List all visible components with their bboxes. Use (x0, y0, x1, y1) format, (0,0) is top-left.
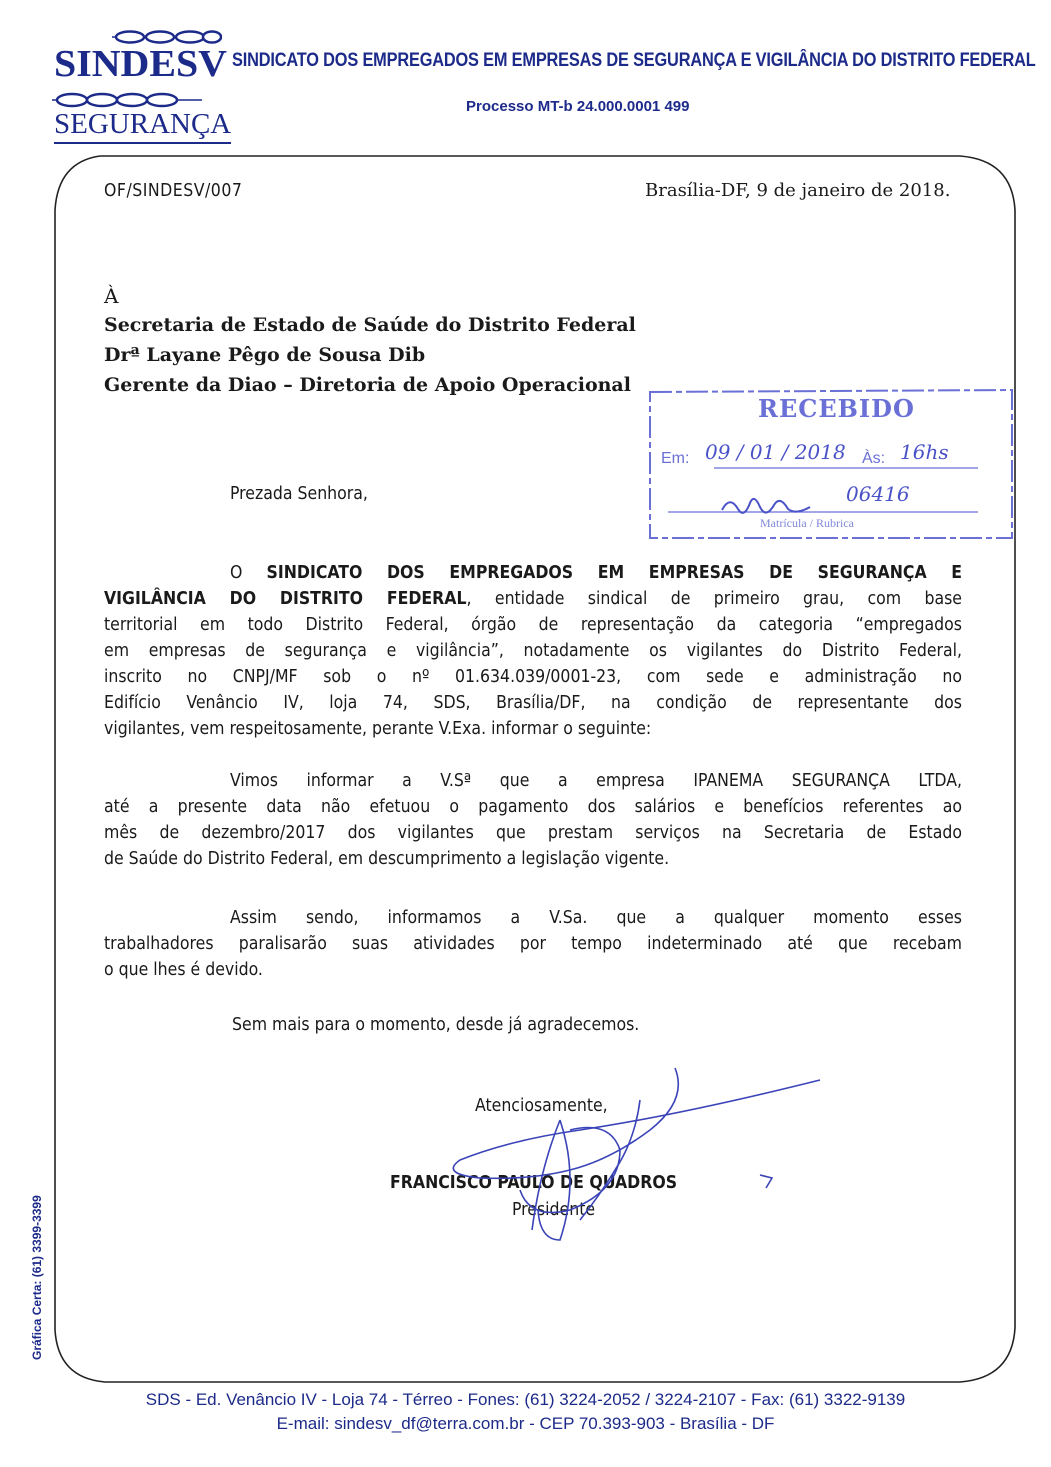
paragraph-line: até a presente data não efetuou o pagamento dos salários e benefícios referentes ao (104, 797, 962, 817)
handwritten-signature (420, 1060, 840, 1250)
document-date: Brasília-DF, 9 de janeiro de 2018. (645, 180, 951, 201)
greeting: Prezada Senhora, (230, 484, 368, 504)
logo-rings-icon (52, 92, 202, 108)
body-paragraph (104, 768, 962, 872)
stamp-title: RECEBIDO (758, 394, 915, 423)
signer-role: Presidente (512, 1200, 596, 1220)
header-process-number: Processo MT-b 24.000.0001 499 (466, 98, 690, 115)
paragraph-text: , entidade sindical de primeiro grau, com base (466, 589, 962, 609)
union-name: VIGILÂNCIA DO DISTRITO FEDERAL (104, 589, 467, 609)
paragraph-line: Assim sendo, informamos a V.Sa. que a qualquer momento esses (230, 908, 962, 928)
stamp-date-label: Em: (661, 450, 690, 467)
body-paragraph (104, 905, 962, 983)
stamp-matricula-label: Matrícula / Rubrica (760, 516, 854, 530)
print-credit: Gráfica Certa: (61) 3399-3399 (30, 1195, 44, 1360)
addressee-prefix: À (104, 284, 119, 308)
paragraph-line: territorial em todo Distrito Federal, órgão de representação da categoria “empregados (104, 615, 962, 635)
paragraph-prefix: O (230, 563, 267, 583)
paragraph-line: Vimos informar a V.Sª que a empresa IPANEMA SEGURANÇA LTDA, (230, 771, 962, 791)
addressee-line: Secretaria de Estado de Saúde do Distrito Federal (104, 314, 636, 336)
addressee-block (104, 310, 636, 400)
stamp-date-handwritten: 09 / 01 / 2018 (705, 440, 846, 464)
closing-sentence: Sem mais para o momento, desde já agradecemos. (232, 1015, 640, 1035)
footer-address: SDS - Ed. Venâncio IV - Loja 74 - Térreo - Fones: (61) 3224-2052 / 3224-2107 - Fax: (61) 3322-9139 (145, 1390, 906, 1409)
paragraph-line (104, 586, 962, 612)
paragraph-line: de Saúde do Distrito Federal, em descumprimento a legislação vigente. (104, 849, 670, 869)
addressee-line: Drª Layane Pêgo de Sousa Dib (104, 344, 426, 366)
body-paragraph (104, 560, 962, 742)
paragraph-line: vigilantes, vem respeitosamente, perante V.Exa. informar o seguinte: (104, 719, 652, 739)
paragraph-line: inscrito no CNPJ/MF sob o nº 01.634.039/0001-23, com sede e administração no (104, 667, 962, 687)
paragraph-line: trabalhadores paralisarão suas atividades por tempo indeterminado até que recebam (104, 934, 962, 954)
stamp-matricula-handwritten: 06416 (846, 482, 910, 506)
paragraph-line: o que lhes é devido. (104, 960, 263, 980)
union-name: SINDICATO DOS EMPREGADOS EM EMPRESAS DE SEGURANÇA E (266, 563, 963, 583)
document-reference: OF/SINDESV/007 (104, 181, 243, 201)
logo-word: SINDESV (54, 43, 227, 85)
paragraph-line: mês de dezembro/2017 dos vigilantes que prestam serviços na Secretaria de Estado (104, 823, 962, 843)
closing-salutation: Atenciosamente, (475, 1096, 608, 1116)
paragraph-line: em empresas de segurança e vigilância”, notadamente os vigilantes do Distrito Federal, (104, 641, 962, 661)
stamp-time-handwritten: 16hs (900, 440, 949, 464)
sindesv-logo (52, 30, 232, 140)
addressee-line: Gerente da Diao – Diretoria de Apoio Operacional (104, 374, 631, 396)
footer-contact: E-mail: sindesv_df@terra.com.br - CEP 70.393-903 - Brasília - DF (276, 1414, 775, 1433)
paragraph-line (104, 560, 962, 586)
paragraph-line: Edifício Venâncio IV, loja 74, SDS, Brasília/DF, na condição de representante dos (104, 693, 962, 713)
stamp-time-label: Às: (862, 450, 886, 467)
header-title: SINDICATO DOS EMPREGADOS EM EMPRESAS DE SEGURANÇA E VIGILÂNCIA DO DISTRITO FEDERAL (232, 50, 1036, 71)
logo-subtitle: SEGURANÇA (54, 108, 231, 144)
logo-rings-icon (112, 30, 222, 44)
signer-name: FRANCISCO PAULO DE QUADROS (390, 1173, 678, 1193)
